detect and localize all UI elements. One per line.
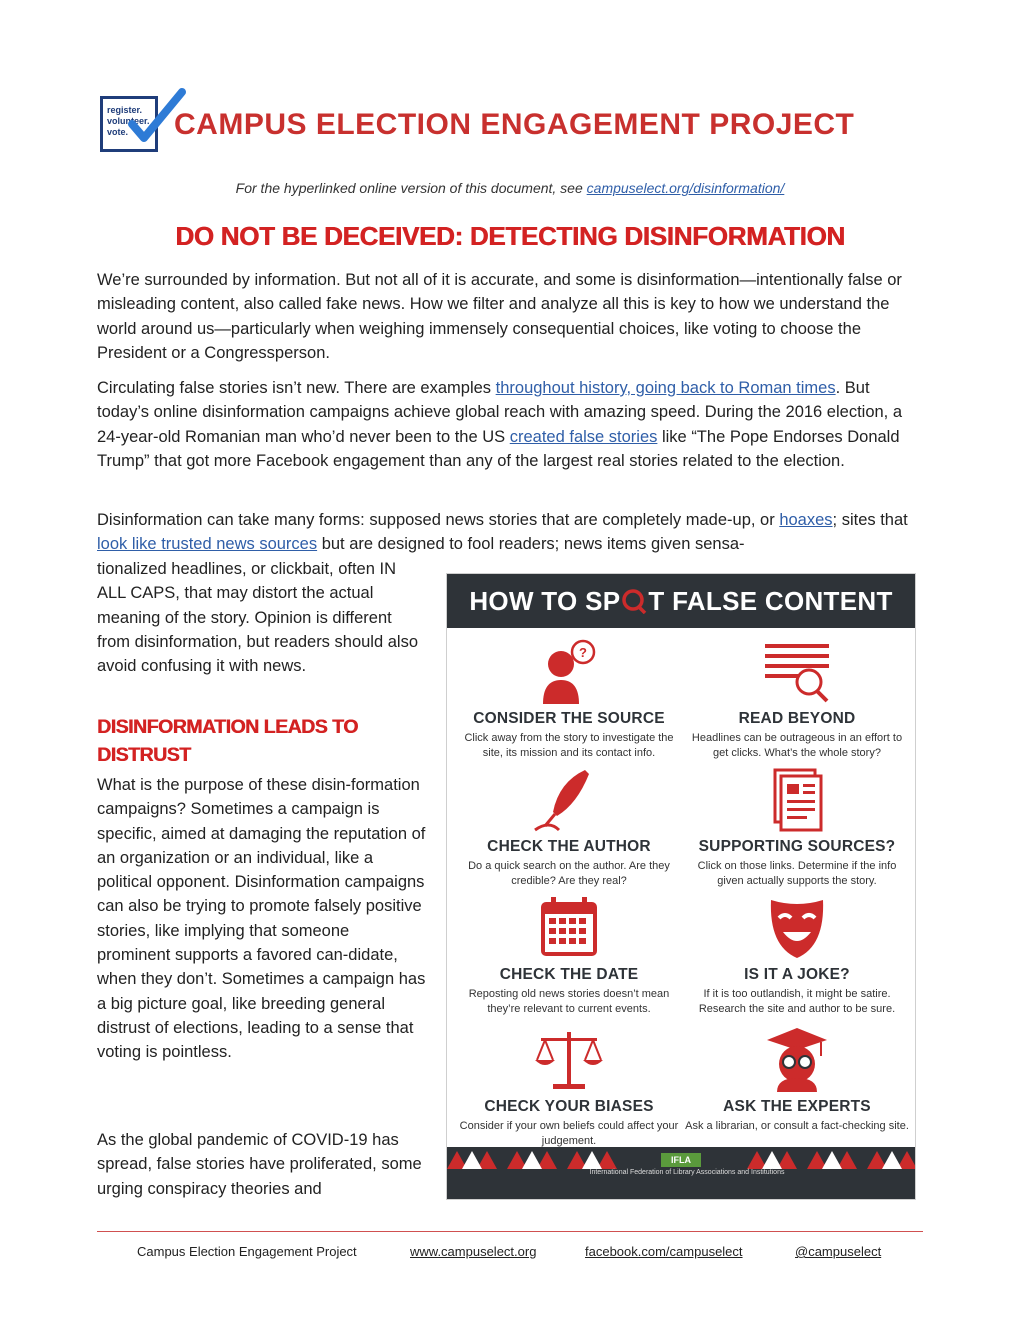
tile-text: Do a quick search on the author. Are they credible? Are they real? [468,860,670,887]
history-paragraph [97,376,923,473]
hyperlink-note [0,180,1020,196]
org-name: CAMPUS ELECTION ENGAGEMENT PROJECT [174,108,855,141]
footer-facebook-link[interactable]: facebook.com/campuselect [585,1244,743,1259]
tile-is-it-a-joke [683,894,911,1017]
footer-website-link[interactable]: www.campuselect.org [410,1244,537,1259]
page-title: DO NOT BE DECEIVED: DETECTING DISINFORMATION [175,221,845,251]
roman-times-link[interactable]: throughout history, going back to Roman times [495,379,836,397]
tile-title: ASK THE EXPERTS [723,1098,871,1115]
disinformation-link[interactable]: campuselect.org/disinformation/ [586,180,785,196]
tile-text: Consider if your own beliefs could affect your judgement. [459,1120,679,1147]
forms-text-2: ; sites that [832,511,908,529]
ifla-name: International Federation of Library Associations and Institutions [589,1169,785,1176]
tile-check-biases [455,1026,683,1149]
forms-text-3: but are designed to fool readers; news items given sensa- [317,535,745,554]
infographic-body [451,628,911,1148]
svg-text:?: ? [579,645,587,660]
history-text-1: Circulating false stories isn’t new. There are examples [97,379,496,397]
hyperlink-note-text: For the hyperlinked online version of this document, see [235,180,587,196]
tile-text: Headlines can be outrageous in an effort to get clicks. What’s the whole story? [691,732,903,759]
purpose-paragraph: What is the purpose of these disin-formation campaigns? Sometimes a campaign is specific, aimed at damaging the reputation of an organization or an individual, like a political opponent. Disinformation campaigns can also be trying to promote falsely positive stories, like implying that someone prominent supports a favored can-didate, when they don’t. Sometimes a campaign has a big picture goal, like breeding general distrust of elections, leading to a sense that voting is pointless. [97,776,426,1062]
tile-text: Ask a librarian, or consult a fact-checking site. [685,1120,909,1132]
quill-icon [529,766,609,834]
tile-title: CONSIDER THE SOURCE [473,710,665,727]
logo-line-volunteer: volunteer. [107,116,150,126]
infographic-title [447,574,915,628]
mask-icon [757,894,837,962]
tile-read-beyond [683,638,911,761]
tile-supporting-sources [683,766,911,889]
section-heading: DISINFORMATION LEADS TO DISTRUST [97,716,358,766]
tile-title: IS IT A JOKE? [744,966,850,983]
scales-icon [529,1026,609,1094]
tile-text: Reposting old news stories doesn’t mean they’re relevant to current events. [468,988,670,1015]
intro-paragraph: We’re surrounded by information. But not all of it is accurate, and some is disinformation—intentionally false or misleading content, also called fake news. How we filter and analyze all this is key to how we understand the world around us—particularly when weighing immensely consequential choices, like voting to choose the President or a Congressperson. [97,271,902,362]
tile-title: CHECK THE DATE [499,966,639,983]
forms-paragraph [97,508,923,557]
tile-check-date [455,894,683,1017]
source-icon [529,638,609,706]
tile-ask-experts [683,1026,911,1134]
forms-continuation: tionalized headlines, or clickbait, often IN ALL CAPS, that may distort the actual meaning of the story. Opinion is different from disinformation, but readers should also avoid confusing it with news. [97,560,418,676]
footer-divider [97,1231,923,1232]
read-beyond-icon [757,638,837,706]
infographic-title-a: HOW TO SP [469,586,621,616]
trusted-sources-link[interactable]: look like trusted news sources [97,535,318,554]
infographic [446,573,916,1200]
tile-text: Click away from the story to investigate the site, its mission and its contact info. [464,732,674,759]
history-text-2: . But today’s online disinformation campaigns achieve global reach with amazing speed. During the 2016 election, a 24-year-old Romanian man who’d never been to the US [97,379,903,446]
infographic-footer [447,1147,915,1199]
tile-check-author [455,766,683,889]
tile-title: READ BEYOND [738,710,856,727]
covid-paragraph: As the global pandemic of COVID-19 has spread, false stories have proliferated, some urging conspiracy theories and [97,1131,422,1198]
expert-icon [757,1026,837,1094]
ifla-logo: IFLA [661,1153,701,1167]
magnifier-o-icon [621,588,647,614]
hoaxes-link[interactable]: hoaxes [779,511,833,529]
calendar-icon [529,894,609,962]
tile-text: Click on those links. Determine if the info given actually supports the story. [697,860,897,887]
forms-text-1: Disinformation can take many forms: supposed news stories that are completely made-up, or [97,511,780,529]
tile-title: SUPPORTING SOURCES? [698,838,896,855]
logo-line-vote: vote. [107,127,129,137]
documents-icon [757,766,837,834]
tile-text: If it is too outlandish, it might be satire. Research the site and author to be sure. [698,988,896,1015]
created-false-stories-link[interactable]: created false stories [509,427,658,446]
logo-line-register: register. [107,105,143,115]
footer-twitter-link[interactable]: @campuselect [795,1244,882,1259]
history-text-3: like “The Pope Endorses Donald Trump” that got more Facebook engagement than any of the largest real stories related to the election. [97,427,900,470]
tile-title: CHECK THE AUTHOR [487,838,651,855]
header [100,94,920,156]
footer-org: Campus Election Engagement Project [137,1244,357,1259]
infographic-title-b: T FALSE CONTENT [648,586,893,616]
tile-title: CHECK YOUR BIASES [484,1098,654,1115]
tile-consider-source [455,638,683,761]
